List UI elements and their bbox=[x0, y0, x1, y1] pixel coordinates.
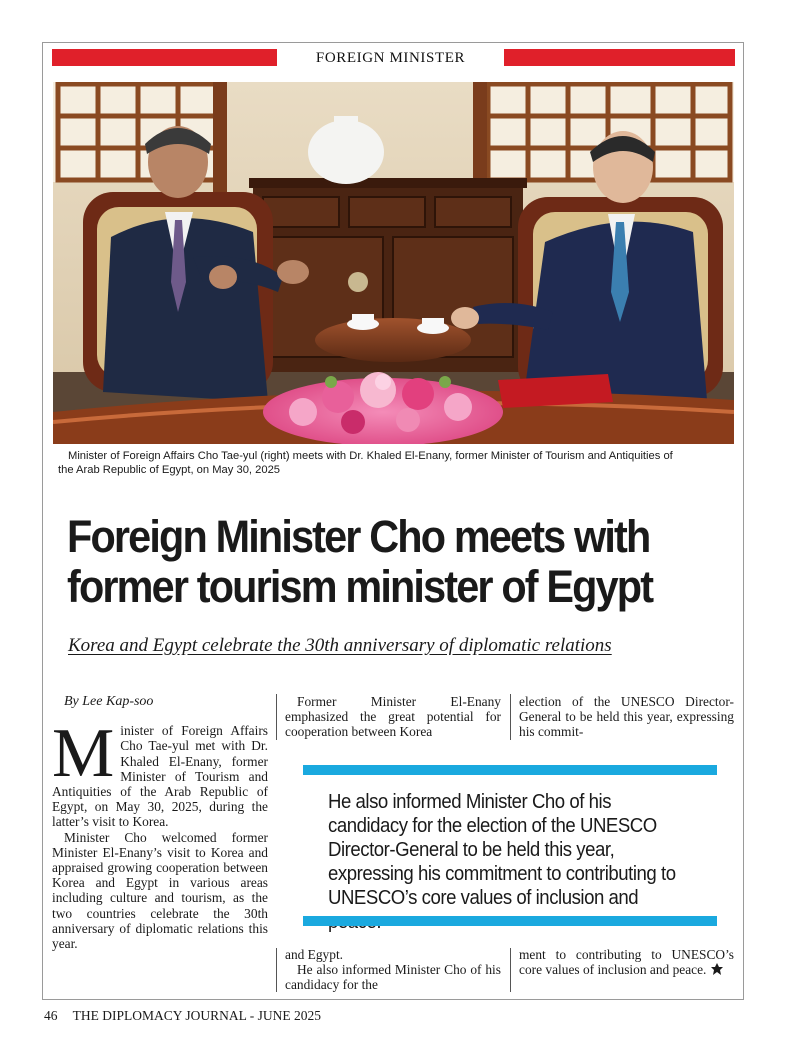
column-2-bottom-line: and Egypt. bbox=[285, 947, 344, 962]
headline-line-1: Foreign Minister Cho meets with bbox=[67, 511, 650, 562]
section-bar-left bbox=[52, 49, 277, 66]
end-mark-icon bbox=[710, 962, 724, 976]
byline: By Lee Kap-soo bbox=[64, 694, 154, 709]
article-column-2-bottom bbox=[285, 947, 501, 993]
column-divider bbox=[510, 694, 511, 740]
article-column-1 bbox=[52, 694, 268, 951]
photo-caption bbox=[58, 450, 738, 477]
pull-quote-bar-top bbox=[303, 765, 717, 775]
paragraph-1-text: inister of Foreign Affairs Cho Tae-yul met with Dr. Khaled El-Enany, former Minister of Tourism and Antiquities of the Arab Republic of Egypt, on May 30, 2025, during the latter’s visit to Korea. bbox=[52, 723, 268, 830]
meeting-photo bbox=[53, 82, 734, 444]
column-3-bottom-text: ment to contributing to UNESCO’s core values of inclusion and peace. bbox=[519, 947, 734, 978]
caption-line-2: the Arab Republic of Egypt, on May 30, 2025 bbox=[58, 463, 281, 476]
publication-name: THE DIPLOMACY JOURNAL - JUNE 2025 bbox=[72, 1008, 322, 1023]
section-header bbox=[52, 48, 735, 68]
headline-line-2: former tourism minister of Egypt bbox=[67, 561, 653, 612]
column-divider bbox=[276, 694, 277, 740]
article-column-3-top: election of the UNESCO Director-General to be held this year, expressing his commit- bbox=[519, 694, 734, 740]
meeting-photo-illustration bbox=[53, 82, 734, 444]
article-paragraph-1 bbox=[52, 715, 268, 830]
column-divider bbox=[276, 948, 277, 992]
section-bar-right bbox=[504, 49, 735, 66]
article-paragraph-2: Minister Cho welcomed former Minister El-Enany’s visit to Korea and appraised growing cooperation between Korea and Egypt in various areas including culture and tourism, as the two countries celebrate the 30th anniversary of diplomatic relations this year. bbox=[52, 829, 268, 952]
headline bbox=[67, 512, 693, 612]
article-column-2-top: Former Minister El-Enany emphasized the great potential for cooperation between Korea bbox=[285, 694, 501, 740]
column-2-bottom-paragraph: He also informed Minister Cho of his candidacy for the bbox=[285, 962, 501, 993]
column-divider bbox=[510, 948, 511, 992]
article-column-3-bottom bbox=[519, 947, 734, 977]
pull-quote: He also informed Minister Cho of his candidacy for the election of the UNESCO Director-General to be held this year, expressing his commitment to contributing to UNESCO’s core values of inclusion and bbox=[328, 791, 676, 909]
page-number: 46 bbox=[44, 1008, 58, 1023]
pull-quote-bar-bottom bbox=[303, 916, 717, 926]
page-footer bbox=[44, 1008, 321, 1024]
caption-line-1: Minister of Foreign Affairs Cho Tae-yul (right) meets with Dr. Khaled El-Enany, former Minister of Tourism and Antiquities of bbox=[68, 450, 673, 462]
subheadline: Korea and Egypt celebrate the 30th anniversary of diplomatic relations bbox=[68, 635, 612, 656]
drop-cap: M bbox=[52, 715, 115, 793]
section-title: FOREIGN MINISTER bbox=[315, 50, 466, 66]
